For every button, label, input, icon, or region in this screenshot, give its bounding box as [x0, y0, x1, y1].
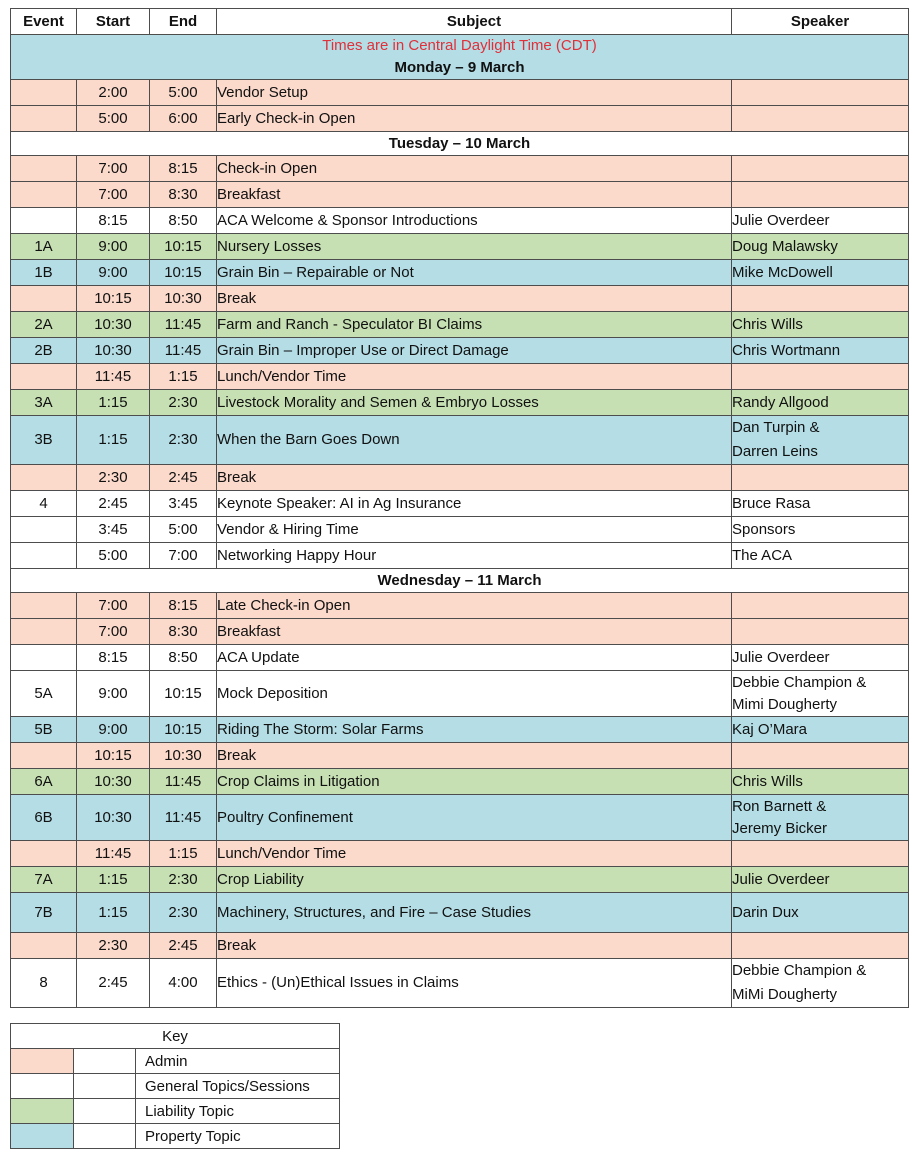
- session-row: [11, 619, 909, 645]
- session-speaker: Chris Wortmann: [732, 338, 909, 364]
- session-subject: Nursery Losses: [217, 234, 732, 260]
- end-time: 10:15: [150, 717, 217, 743]
- session-subject: When the Barn Goes Down: [217, 416, 732, 465]
- event-code: 1A: [11, 234, 77, 260]
- session-row: [11, 182, 909, 208]
- legend-row: [11, 1049, 340, 1074]
- session-row: [11, 286, 909, 312]
- start-time: 10:30: [77, 795, 150, 841]
- end-time: 8:30: [150, 619, 217, 645]
- end-time: 1:15: [150, 364, 217, 390]
- end-time: 11:45: [150, 795, 217, 841]
- session-subject: Breakfast: [217, 182, 732, 208]
- session-row: [11, 364, 909, 390]
- start-time: 2:45: [77, 959, 150, 1008]
- session-subject: Break: [217, 743, 732, 769]
- legend-blank: [74, 1124, 136, 1149]
- session-row: [11, 671, 909, 717]
- legend-swatch: [11, 1124, 74, 1149]
- event-code: 3B: [11, 416, 77, 465]
- session-row: [11, 390, 909, 416]
- session-subject: Ethics - (Un)Ethical Issues in Claims: [217, 959, 732, 1008]
- start-time: 2:45: [77, 491, 150, 517]
- session-subject: ACA Update: [217, 645, 732, 671]
- session-row: [11, 338, 909, 364]
- legend-table: [10, 1023, 340, 1149]
- session-subject: Check-in Open: [217, 156, 732, 182]
- speaker-line: Debbie Champion &: [732, 673, 867, 691]
- session-subject: Networking Happy Hour: [217, 543, 732, 569]
- speaker-line: Debbie Champion &: [732, 962, 867, 979]
- session-speaker: [732, 182, 909, 208]
- event-code: [11, 619, 77, 645]
- session-subject: Keynote Speaker: AI in Ag Insurance: [217, 491, 732, 517]
- legend-label: Admin: [136, 1049, 340, 1074]
- start-time: 10:30: [77, 769, 150, 795]
- day-title: Tuesday – 10 March: [11, 132, 909, 156]
- legend-swatch: [11, 1049, 74, 1074]
- event-code: 2A: [11, 312, 77, 338]
- start-time: 2:30: [77, 933, 150, 959]
- event-code: 5A: [11, 671, 77, 717]
- day-header-row: [11, 132, 909, 156]
- end-time: 3:45: [150, 491, 217, 517]
- session-subject: Riding The Storm: Solar Farms: [217, 717, 732, 743]
- session-row: [11, 867, 909, 893]
- session-speaker: [732, 841, 909, 867]
- session-speaker: [732, 156, 909, 182]
- event-code: [11, 465, 77, 491]
- session-speaker: [732, 795, 909, 841]
- end-time: 10:15: [150, 234, 217, 260]
- session-speaker: Chris Wills: [732, 312, 909, 338]
- legend-swatch: [11, 1099, 74, 1124]
- session-subject: Break: [217, 286, 732, 312]
- session-row: [11, 106, 909, 132]
- end-time: 7:00: [150, 543, 217, 569]
- session-speaker: Doug Malawsky: [732, 234, 909, 260]
- start-time: 7:00: [77, 182, 150, 208]
- session-row: [11, 156, 909, 182]
- day-title: Monday – 9 March: [11, 56, 909, 80]
- event-code: 6B: [11, 795, 77, 841]
- session-row: [11, 743, 909, 769]
- session-speaker: [732, 80, 909, 106]
- event-code: 4: [11, 491, 77, 517]
- start-time: 10:15: [77, 743, 150, 769]
- session-speaker: Chris Wills: [732, 769, 909, 795]
- header-subject: Subject: [217, 9, 732, 35]
- schedule-table: [10, 8, 909, 1008]
- legend-label: Liability Topic: [136, 1099, 340, 1124]
- event-code: 8: [11, 959, 77, 1008]
- start-time: 9:00: [77, 717, 150, 743]
- legend-row: [11, 1124, 340, 1149]
- session-subject: Vendor Setup: [217, 80, 732, 106]
- session-subject: Lunch/Vendor Time: [217, 364, 732, 390]
- start-time: 11:45: [77, 364, 150, 390]
- day-header-row: [11, 569, 909, 593]
- event-code: [11, 80, 77, 106]
- event-code: [11, 208, 77, 234]
- start-time: 8:15: [77, 645, 150, 671]
- end-time: 8:50: [150, 208, 217, 234]
- end-time: 6:00: [150, 106, 217, 132]
- speaker-line: Darren Leins: [732, 443, 818, 460]
- end-time: 2:30: [150, 390, 217, 416]
- end-time: 11:45: [150, 769, 217, 795]
- event-code: [11, 543, 77, 569]
- session-row: [11, 769, 909, 795]
- event-code: 7B: [11, 893, 77, 933]
- session-subject: Break: [217, 933, 732, 959]
- header-row: [11, 9, 909, 35]
- start-time: 9:00: [77, 234, 150, 260]
- end-time: 2:45: [150, 933, 217, 959]
- start-time: 1:15: [77, 893, 150, 933]
- header-start: Start: [77, 9, 150, 35]
- session-row: [11, 491, 909, 517]
- session-row: [11, 543, 909, 569]
- session-speaker: [732, 593, 909, 619]
- legend-row: [11, 1099, 340, 1124]
- start-time: 7:00: [77, 619, 150, 645]
- start-time: 1:15: [77, 390, 150, 416]
- session-subject: Late Check-in Open: [217, 593, 732, 619]
- session-subject: Breakfast: [217, 619, 732, 645]
- end-time: 2:30: [150, 416, 217, 465]
- session-subject: Vendor & Hiring Time: [217, 517, 732, 543]
- session-speaker: The ACA: [732, 543, 909, 569]
- end-time: 11:45: [150, 338, 217, 364]
- event-code: [11, 645, 77, 671]
- session-speaker: [732, 465, 909, 491]
- session-speaker: Julie Overdeer: [732, 645, 909, 671]
- speaker-line: Mimi Dougherty: [732, 695, 838, 713]
- legend-swatch: [11, 1074, 74, 1099]
- event-code: [11, 593, 77, 619]
- legend-blank: [74, 1074, 136, 1099]
- end-time: 2:30: [150, 893, 217, 933]
- end-time: 2:30: [150, 867, 217, 893]
- end-time: 1:15: [150, 841, 217, 867]
- session-speaker: [732, 933, 909, 959]
- start-time: 10:30: [77, 312, 150, 338]
- end-time: 10:15: [150, 260, 217, 286]
- start-time: 7:00: [77, 593, 150, 619]
- speaker-line: MiMi Dougherty: [732, 986, 838, 1003]
- session-subject: Grain Bin – Improper Use or Direct Damage: [217, 338, 732, 364]
- event-code: 7A: [11, 867, 77, 893]
- start-time: 9:00: [77, 260, 150, 286]
- session-row: [11, 717, 909, 743]
- session-row: [11, 260, 909, 286]
- event-code: [11, 286, 77, 312]
- session-speaker: [732, 743, 909, 769]
- session-row: [11, 312, 909, 338]
- start-time: 2:30: [77, 465, 150, 491]
- session-row: [11, 841, 909, 867]
- session-speaker: Bruce Rasa: [732, 491, 909, 517]
- speaker-line: Ron Barnett &: [732, 797, 827, 815]
- legend-title: Key: [11, 1024, 340, 1049]
- start-time: 10:30: [77, 338, 150, 364]
- session-row: [11, 795, 909, 841]
- event-code: [11, 156, 77, 182]
- end-time: 10:15: [150, 671, 217, 717]
- event-code: [11, 106, 77, 132]
- legend-label: General Topics/Sessions: [136, 1074, 340, 1099]
- session-subject: Poultry Confinement: [217, 795, 732, 841]
- start-time: 10:15: [77, 286, 150, 312]
- session-subject: Crop Claims in Litigation: [217, 769, 732, 795]
- start-time: 1:15: [77, 867, 150, 893]
- end-time: 10:30: [150, 743, 217, 769]
- session-speaker: [732, 106, 909, 132]
- session-subject: Machinery, Structures, and Fire – Case Studies: [217, 893, 732, 933]
- event-code: 2B: [11, 338, 77, 364]
- event-code: 5B: [11, 717, 77, 743]
- session-row: [11, 208, 909, 234]
- session-speaker: [732, 286, 909, 312]
- event-code: [11, 933, 77, 959]
- end-time: 2:45: [150, 465, 217, 491]
- session-row: [11, 234, 909, 260]
- header-event: Event: [11, 9, 77, 35]
- start-time: 8:15: [77, 208, 150, 234]
- legend-label: Property Topic: [136, 1124, 340, 1149]
- speaker-line: Jeremy Bicker: [732, 819, 828, 837]
- session-subject: Grain Bin – Repairable or Not: [217, 260, 732, 286]
- session-speaker: [732, 619, 909, 645]
- session-row: [11, 893, 909, 933]
- session-row: [11, 645, 909, 671]
- start-time: 11:45: [77, 841, 150, 867]
- session-subject: Lunch/Vendor Time: [217, 841, 732, 867]
- start-time: 7:00: [77, 156, 150, 182]
- session-subject: Early Check-in Open: [217, 106, 732, 132]
- session-speaker: Julie Overdeer: [732, 208, 909, 234]
- start-time: 9:00: [77, 671, 150, 717]
- legend-blank: [74, 1049, 136, 1074]
- session-subject: Mock Deposition: [217, 671, 732, 717]
- end-time: 10:30: [150, 286, 217, 312]
- session-row: [11, 593, 909, 619]
- session-speaker: Julie Overdeer: [732, 867, 909, 893]
- start-time: 3:45: [77, 517, 150, 543]
- end-time: 8:50: [150, 645, 217, 671]
- end-time: 11:45: [150, 312, 217, 338]
- session-subject: Break: [217, 465, 732, 491]
- session-row: [11, 959, 909, 1008]
- session-speaker: [732, 416, 909, 465]
- session-subject: Farm and Ranch - Speculator BI Claims: [217, 312, 732, 338]
- session-speaker: [732, 364, 909, 390]
- session-subject: Crop Liability: [217, 867, 732, 893]
- end-time: 4:00: [150, 959, 217, 1008]
- session-speaker: Mike McDowell: [732, 260, 909, 286]
- header-end: End: [150, 9, 217, 35]
- session-speaker: Sponsors: [732, 517, 909, 543]
- header-speaker: Speaker: [732, 9, 909, 35]
- event-code: [11, 517, 77, 543]
- day-title: Wednesday – 11 March: [11, 569, 909, 593]
- event-code: 6A: [11, 769, 77, 795]
- session-row: [11, 416, 909, 465]
- event-code: 1B: [11, 260, 77, 286]
- session-speaker: Randy Allgood: [732, 390, 909, 416]
- session-row: [11, 80, 909, 106]
- session-subject: Livestock Morality and Semen & Embryo Losses: [217, 390, 732, 416]
- speaker-line: Dan Turpin &: [732, 419, 820, 436]
- end-time: 8:30: [150, 182, 217, 208]
- end-time: 8:15: [150, 156, 217, 182]
- end-time: 8:15: [150, 593, 217, 619]
- session-row: [11, 517, 909, 543]
- start-time: 5:00: [77, 106, 150, 132]
- event-code: [11, 364, 77, 390]
- start-time: 1:15: [77, 416, 150, 465]
- event-code: [11, 182, 77, 208]
- start-time: 5:00: [77, 543, 150, 569]
- schedule-body: [11, 35, 909, 1008]
- session-speaker: [732, 959, 909, 1008]
- end-time: 5:00: [150, 517, 217, 543]
- session-subject: ACA Welcome & Sponsor Introductions: [217, 208, 732, 234]
- session-row: [11, 465, 909, 491]
- event-code: [11, 743, 77, 769]
- session-speaker: Darin Dux: [732, 893, 909, 933]
- timezone-row: [11, 35, 909, 57]
- legend-blank: [74, 1099, 136, 1124]
- session-row: [11, 933, 909, 959]
- timezone-note: Times are in Central Daylight Time (CDT): [11, 35, 909, 57]
- end-time: 5:00: [150, 80, 217, 106]
- session-speaker: [732, 671, 909, 717]
- start-time: 2:00: [77, 80, 150, 106]
- legend-row: [11, 1074, 340, 1099]
- event-code: 3A: [11, 390, 77, 416]
- event-code: [11, 841, 77, 867]
- day-header-row: [11, 56, 909, 80]
- session-speaker: Kaj O’Mara: [732, 717, 909, 743]
